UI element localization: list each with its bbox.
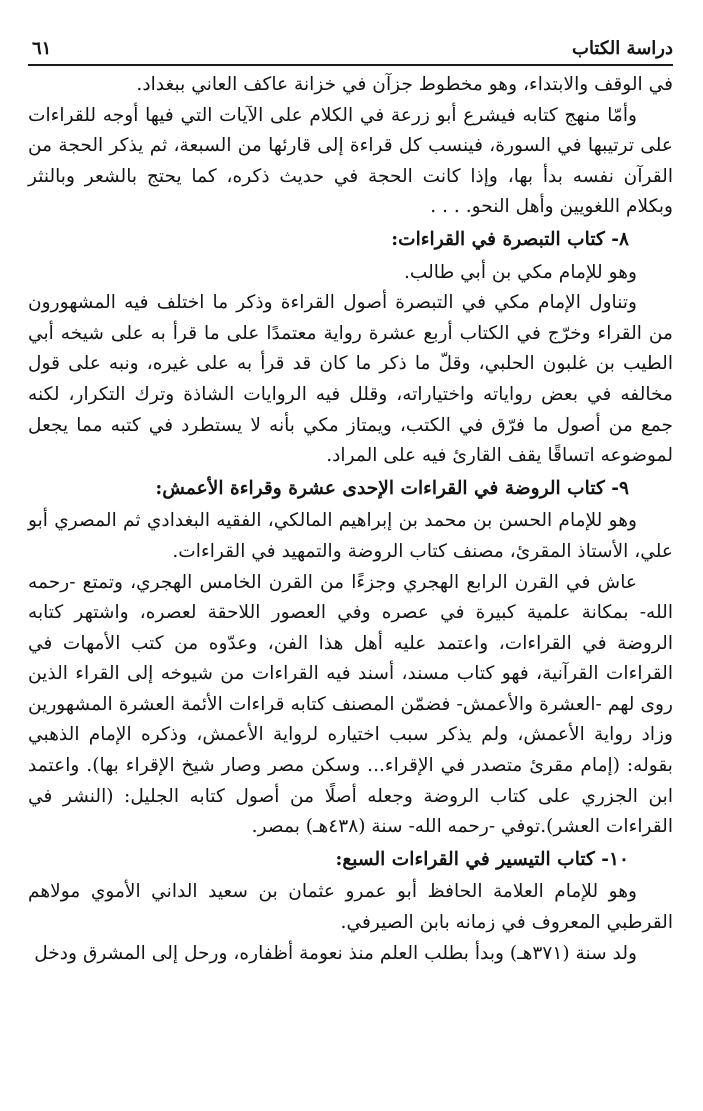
section-heading: ١٠- كتاب التيسير في القراءات السبع: <box>335 848 629 870</box>
page-body <box>28 70 673 969</box>
paragraph: وهو للإمام العلامة الحافظ أبو عمرو عثمان بن سعيد الداني الأموي مولاهم القرطبي المعروف في زمانه بابن الصيرفي. <box>28 881 673 934</box>
paragraph: وتناول الإمام مكي في التبصرة أصول القراءة وذكر ما اختلف فيه المشهورون من القراء وخرّج في الكتاب أربع عشرة رواية معتمدًا على ما قرأ به على شيخه أبي الطيب بن غلبون الحلبي، وقلّ ما ذكر ما كان قد قرأ به على غيره، ونبه على قول مخالفه في بعض رواياته واختياراته، وقلل فيه الروايات الشاذة وترك التكرار، لكنه جمع من أصول ما فرّق في الكتب، ويمتاز مكي بأنه لا يستطرد في كتبه مما يجعل لموضوعه اتساقًا يقف القارئ فيه على المراد. <box>28 292 673 467</box>
header-rule <box>28 64 673 66</box>
paragraph: وأمّا منهج كتابه فيشرع أبو زرعة في الكلام على الآيات التي فيها أوجه للقراءات على ترتيبها في السورة، فينسب كل قراءة إلى قارئها من السبعة، ثم يذكر الحجة من القرآن نفسه بدأ بها، وإذا كانت الحجة في حديث ذكره، كما يحتج بالشعر وبالنثر وبكلام اللغويين وأهل النحو. . . . <box>28 104 673 218</box>
paragraph: وهو للإمام مكي بن أبي طالب. <box>403 261 637 283</box>
paragraph: ولد سنة (٣٧١هـ) وبدأ بطلب العلم منذ نعومة أظفاره، ورحل إلى المشرق ودخل <box>34 942 637 964</box>
section-heading: ٨- كتاب التبصرة في القراءات: <box>391 228 629 250</box>
section-heading: ٩- كتاب الروضة في القراءات الإحدى عشرة وقراءة الأعمش: <box>155 477 629 499</box>
paragraph: وهو للإمام الحسن بن محمد بن إبراهيم المالكي، الفقيه البغدادي ثم المصري أبو علي، الأستاذ المقرئ، مصنف كتاب الروضة والتمهيد في القراءات. <box>28 510 673 562</box>
paragraph: عاش في القرن الرابع الهجري وجزءًا من القرن الخامس الهجري، وتمتع -رحمه الله- بمكانة علمية كبيرة في عصره وفي العصور اللاحقة لعصره، واشتهر كتابه الروضة في القراءات، واعتمد عليه أهل هذا الفن، وعدّوه من كتب الأمهات في القراءات القرآنية، فهو كتاب مسند، أسند فيه القراءات من شيوخه إلى القراء الذين روى لهم -العشرة والأعمش- فضمّن المصنف كتابه قراءات الأئمة العشرة المشهورين وزاد رواية الأعمش، ولم يذكر سبب اختياره لرواية الأعمش، وذكره الإمام الذهبي بقوله: (إمام مقرئ متصدر في الإقراء... وسكن مصر وصار شيخ الإقراء بها). واعتمد ابن الجزري على كتاب الروضة وجعله أصلًا من أصول كتابه الجليل: (النشر في القراءات العشر).توفي -رحمه الله- سنة (٤٣٨هـ) بمصر. <box>28 571 673 838</box>
paragraph: في الوقف والابتداء، وهو مخطوط جزآن في خزانة عاكف العاني ببغداد. <box>136 74 673 95</box>
page-number: ٦١ <box>32 38 52 59</box>
page-header <box>28 36 673 64</box>
running-head: دراسة الكتاب <box>572 38 673 59</box>
